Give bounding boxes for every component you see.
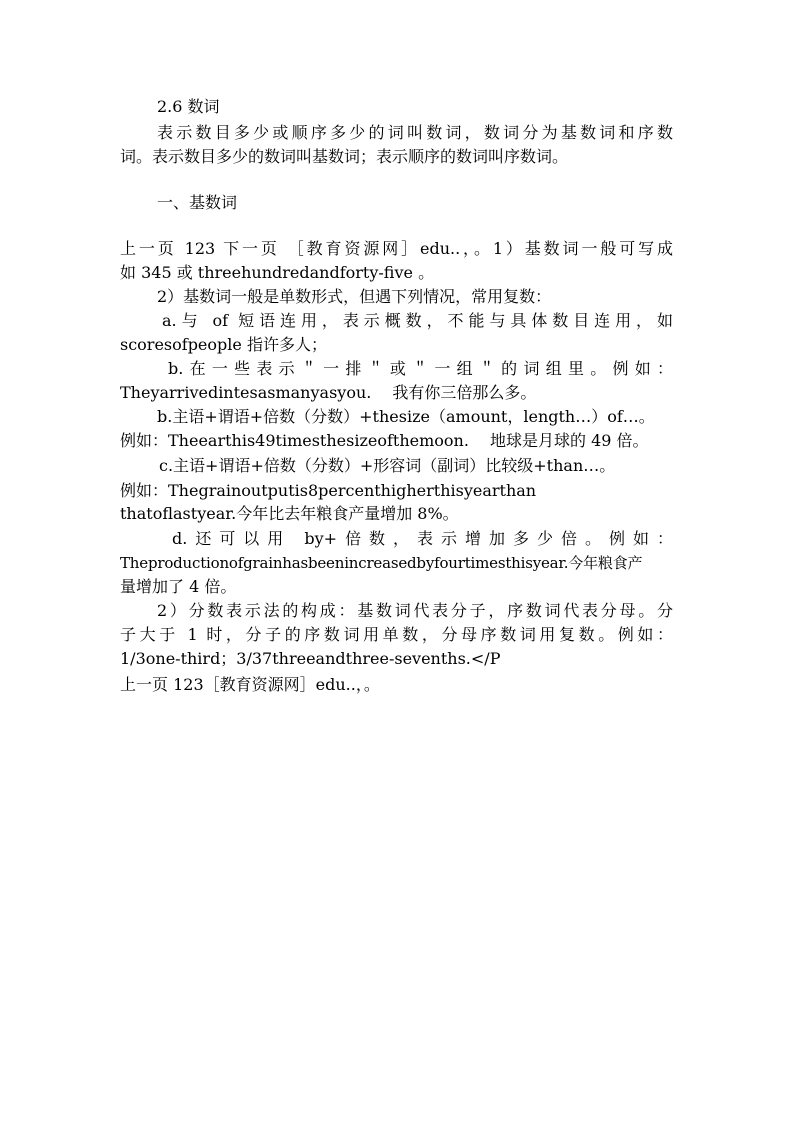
body-line: 2）基数词一般是单数形式，但遇下列情况，常用复数： <box>157 287 552 306</box>
body-line: 1/3one-third；3/37threeandthree-sevenths.</P <box>120 649 501 668</box>
body-line: 如 345 或 threehundredandforty-five 。 <box>120 263 435 282</box>
body-line: 词。表示数目多少的数词叫基数词；表示顺序的数词叫序数词。 <box>120 147 569 166</box>
body-line: b.主语+谓语+倍数（分数）+thesize（amount，length…）of…。 <box>157 407 655 426</box>
body-line: Theyarrivedintesasmanyasyou. 我有你三倍那么多。 <box>120 383 537 402</box>
body-line: thatoflastyear.今年比去年粮食产量增加 8%。 <box>120 504 459 523</box>
body-line: b.在一些表示＂一排＂或＂一组＂的词组里。例如： <box>168 359 673 378</box>
body-line: 子大于 1 时，分子的序数词用单数，分母序数词用复数。例如： <box>120 625 673 644</box>
body-line: 例如：Thegrainoutputis8percenthigherthisyearthan <box>120 481 537 500</box>
body-line: c.主语+谓语+倍数（分数）+形容词（副词）比较级+than…。 <box>159 456 616 475</box>
body-line: Theproductionofgrainhasbeenincreasedbyfourtimesthisyear.今年粮食产 <box>120 554 643 572</box>
body-line: 表示数目多少或顺序多少的词叫数词，数词分为基数词和序数 <box>157 123 673 142</box>
body-line: d.还可以用 by+倍数，表示增加多少倍。例如： <box>172 529 673 548</box>
body-line: a.与 of 短语连用，表示概数，不能与具体数目连用，如 <box>162 311 673 330</box>
section-heading: 2.6 数词 <box>157 97 220 116</box>
body-line: 量增加了 4 倍。 <box>120 577 237 596</box>
body-line: 例如：Theearthis49timesthesizeofthemoon. 地球是月球的 49 倍。 <box>120 431 649 450</box>
body-line: 2）分数表示法的构成：基数词代表分子，序数词代表分母。分 <box>157 601 673 620</box>
subsection-heading: 一、基数词 <box>157 193 238 212</box>
body-line: scoresofpeople 指许多人； <box>120 335 327 354</box>
body-line: 上一页 123 下一页 ［教育资源网］edu..，。1）基数词一般可写成 <box>120 239 673 258</box>
body-line: 上一页 123［教育资源网］edu..，。 <box>120 675 380 694</box>
